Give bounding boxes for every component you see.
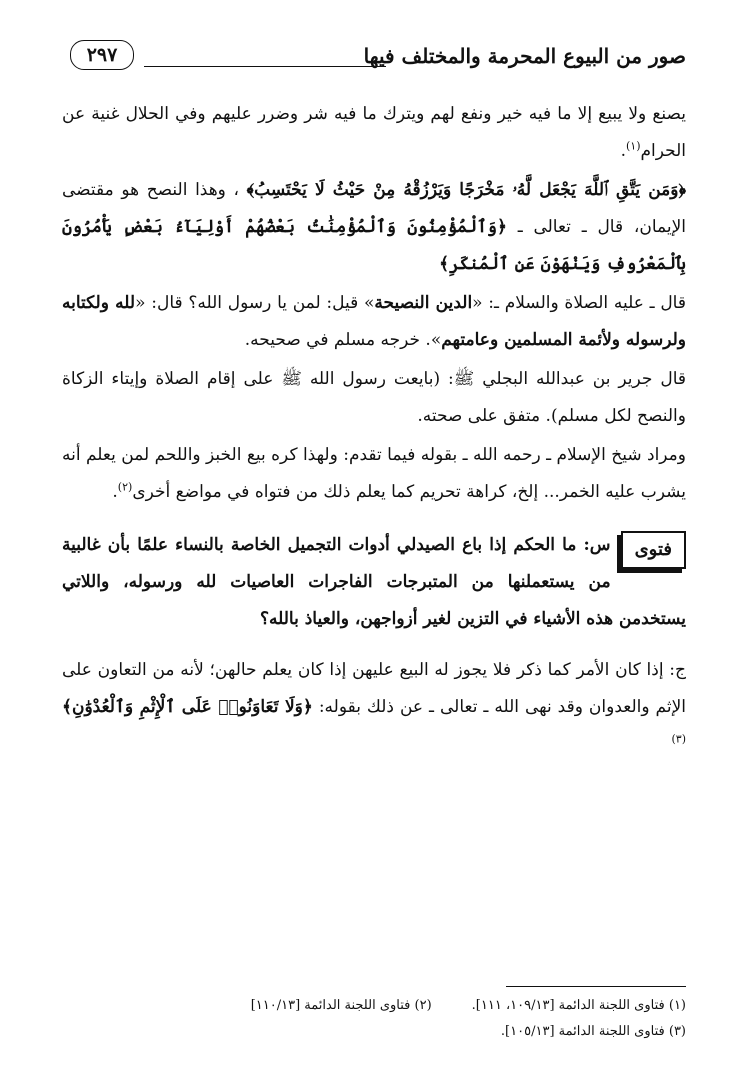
footnote-2: (٢) فتاوى اللجنة الدائمة [١١٠/١٣] xyxy=(250,998,432,1013)
footnote-1: (١) فتاوى اللجنة الدائمة [١٠٩/١٣، ١١١]. xyxy=(471,998,686,1013)
page-header xyxy=(70,40,686,80)
hadith-source: ». خرجه مسلم في صحيحه. xyxy=(244,330,442,350)
hadith-mid: » قيل: لمن يا رسول الله؟ قال: « xyxy=(135,293,375,313)
footnote-row-2 xyxy=(62,1019,686,1045)
answer-paragraph xyxy=(62,652,686,763)
paragraph-2-text: ، وهذا النصح هو مقتضى الإيمان، قال ـ تعالى ـ xyxy=(62,180,687,237)
paragraph-5: ومراد شيخ الإسلام ـ رحمه الله ـ بقوله فيما تقدم: ولهذا كره بيع الخبز واللحم لمن يعلم أنه يشرب عليه الخمر... إلخ، كراهة تحريم كما يعلم ذلك من فتواه في مواضع أخرى$^{(٢)}$. xyxy=(62,445,686,502)
footnote-row-1 xyxy=(62,993,686,1019)
page-body xyxy=(62,96,686,765)
footnote-rule xyxy=(506,986,686,987)
footnotes xyxy=(62,986,686,1045)
footnote-ref-2: (٢) xyxy=(117,480,133,494)
hadith-intro: قال ـ عليه الصلاة والسلام ـ: « xyxy=(472,293,686,313)
paragraph-1: يصنع ولا يبيع إلا ما فيه خير ونفع لهم ويترك ما فيه شر وضرر عليهم وفي الحلال غنية عن الحرام$^{(١)}$. xyxy=(62,104,686,161)
running-title: صور من البيوع المحرمة والمختلف فيها xyxy=(363,44,686,68)
fatwa-label: فتوى xyxy=(621,531,686,569)
paragraph-4: قال جرير بن عبدالله البجلي ﷺ: (بايعت رسول الله ﷺ على إقام الصلاة وإيتاء الزكاة والنصح لكل مسلم). متفق على صحته. xyxy=(62,369,686,426)
paragraph-2 xyxy=(62,172,686,283)
footnote-ref-3: (٣) xyxy=(671,732,686,746)
fatwa-box xyxy=(62,527,686,638)
quran-verse-2: ﴿وَٱلْمُؤْمِنُونَ وَٱلْمُؤْمِنَٰتُ بَعْضُهُمْ أَوْلِيَآءُ بَعْضٍ يَأْمُرُونَ بِٱلْمَعْرُوفِ وَيَنْهَوْنَ عَنِ ٱلْمُنكَرِ﴾ xyxy=(62,217,686,274)
hadith-text-1: الدين النصيحة xyxy=(374,293,473,313)
footnote-ref-1: (١) xyxy=(625,139,641,153)
paragraph-3 xyxy=(62,285,686,359)
paragraph-5-text: ومراد شيخ الإسلام ـ رحمه الله ـ بقوله فيما تقدم: ولهذا كره بيع الخبز واللحم لمن يعلم أنه يشرب عليه الخمر... إلخ، كراهة تحريم كما يعلم ذلك من فتواه في مواضع أخرى xyxy=(62,445,686,502)
fatwa-question: س: ما الحكم إذا باع الصيدلي أدوات التجميل الخاصة بالنساء علمًا بأن غالبية من يستعملنها من المتبرجات الفاجرات العاصيات لله ورسوله، واللاتي يستخدمن هذه الأشياء في التزين لغير أزواجهن، والعياذ بالله؟ xyxy=(62,535,686,629)
answer-text: ج: إذا كان الأمر كما ذكر فلا يجوز له البيع عليهن إذا كان يعلم حالهن؛ لأنه من التعاون على الإثم والعدوان وقد نهى الله ـ تعالى ـ عن ذلك بقوله: xyxy=(62,660,687,717)
paragraph-1-text: يصنع ولا يبيع إلا ما فيه خير ونفع لهم ويترك ما فيه شر وضرر عليهم وفي الحلال غنية عن الحرام xyxy=(62,104,686,161)
quran-verse-3: ﴿وَلَا تَعَاوَنُوا۟ عَلَى ٱلْإِثْمِ وَٱلْعُدْوَٰنِ﴾ xyxy=(62,697,313,717)
page-number: ٢٩٧ xyxy=(70,40,134,70)
quran-verse-1: ﴿وَمَن يَتَّقِ ٱللَّهَ يَجْعَل لَّهُۥ مَخْرَجًا وَيَرْزُقْهُ مِنْ حَيْثُ لَا يَحْتَسِبُ﴾ xyxy=(246,180,686,200)
hadith-text-2: لله ولكتابه ولرسوله ولأئمة المسلمين وعامتهم xyxy=(62,293,686,350)
header-rule xyxy=(144,66,386,67)
footnote-3: (٣) فتاوى اللجنة الدائمة [١٠٥/١٣]. xyxy=(500,1024,686,1039)
